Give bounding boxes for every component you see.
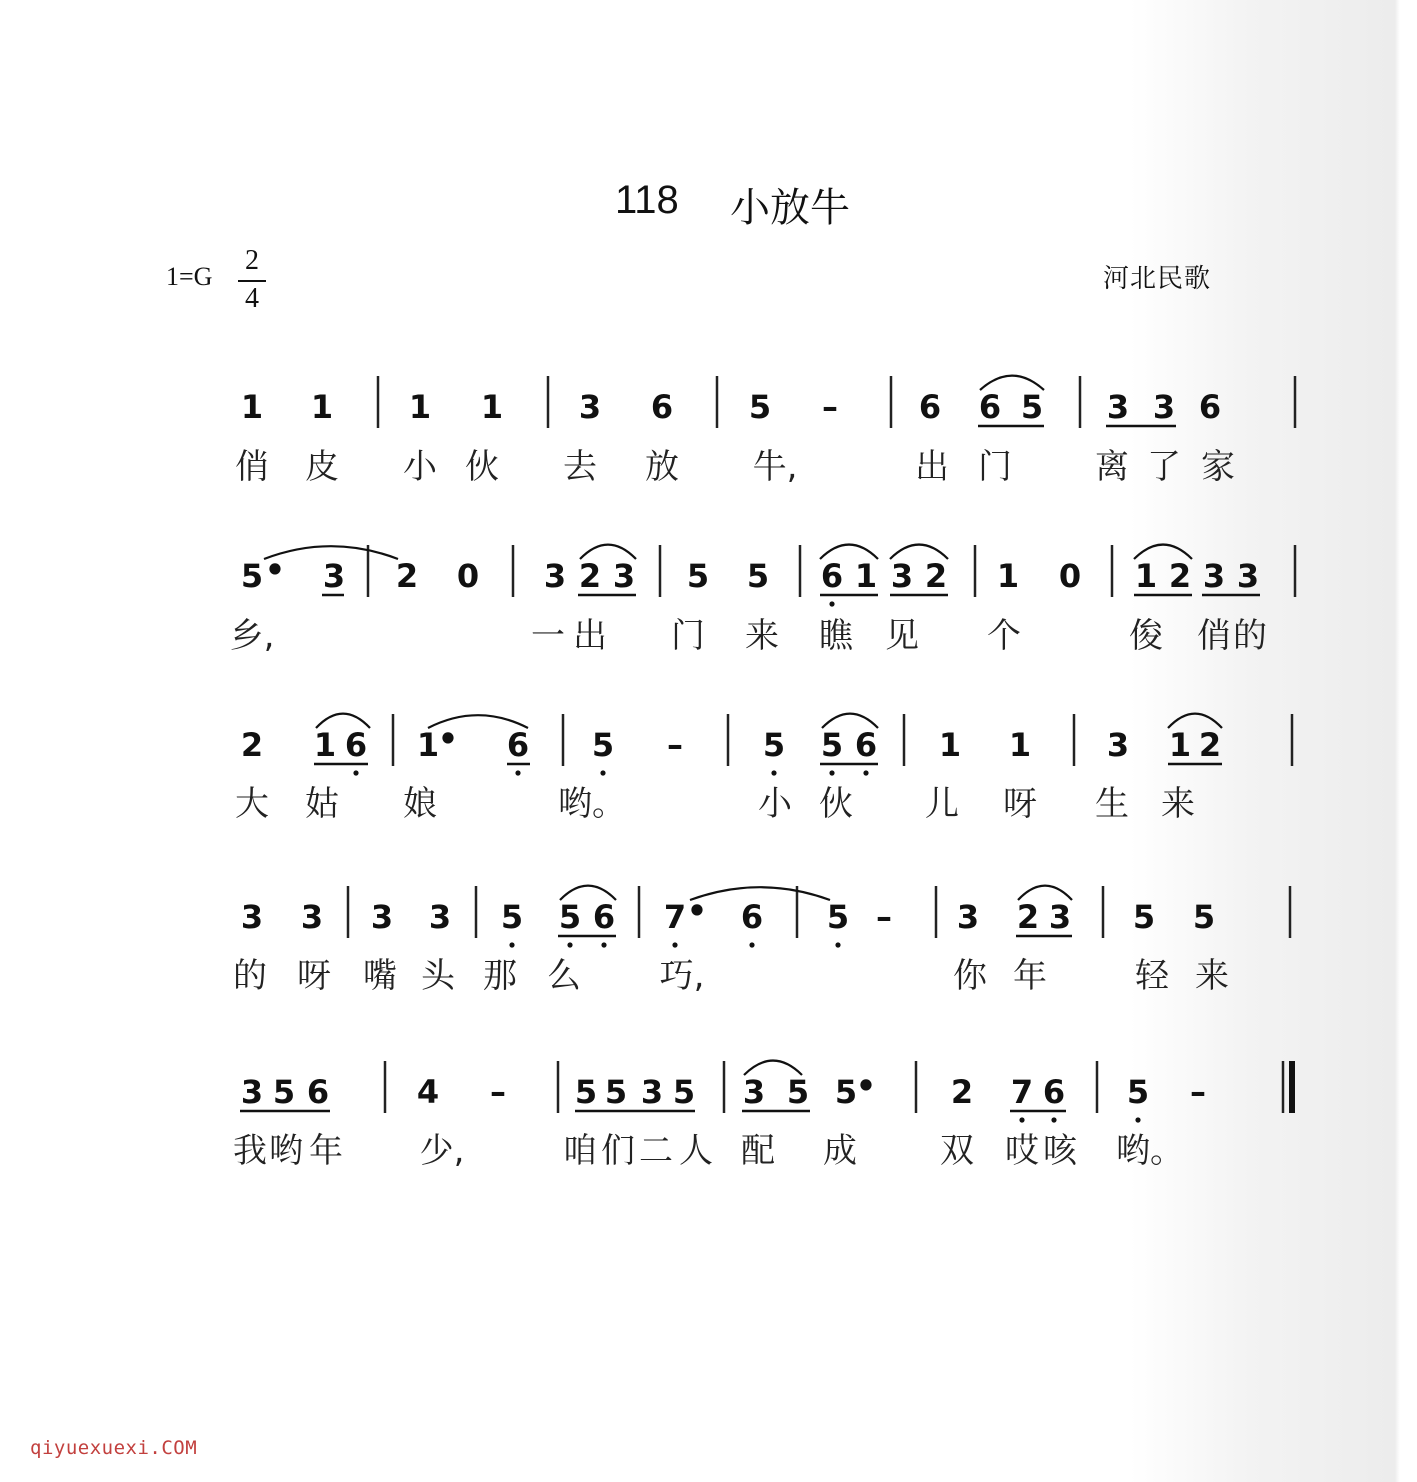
lyric-syllable: 来 bbox=[745, 616, 779, 656]
time-signature-numerator: 2 bbox=[245, 245, 259, 276]
note: 5 bbox=[786, 1073, 810, 1111]
note: 2 bbox=[924, 557, 948, 595]
lyric-syllable: 年 bbox=[309, 1131, 343, 1171]
lyric-syllable: 伙 bbox=[465, 447, 499, 487]
lyric-syllable: 门 bbox=[978, 447, 1012, 487]
lyric-syllable: 你 bbox=[953, 956, 987, 996]
note: 6 bbox=[854, 726, 878, 764]
note: 3 bbox=[1152, 388, 1176, 426]
note: 5 bbox=[686, 557, 710, 595]
note: 6 bbox=[740, 898, 764, 936]
low-octave-dot bbox=[835, 942, 840, 947]
note: 5 bbox=[762, 726, 786, 764]
lyric-syllable: 儿 bbox=[925, 784, 959, 824]
note: 0 bbox=[456, 557, 480, 595]
lyric-syllable: 一 bbox=[531, 616, 565, 656]
note: 5 bbox=[834, 1073, 858, 1111]
note: 3 bbox=[612, 557, 636, 595]
title-number: 118 bbox=[615, 178, 679, 222]
song-title: 小放牛 bbox=[730, 185, 850, 231]
note: 3 bbox=[300, 898, 324, 936]
lyric-syllable: 二 bbox=[639, 1131, 673, 1171]
lyric-syllable: 小 bbox=[403, 447, 437, 487]
note: 6 bbox=[650, 388, 674, 426]
note: 5 bbox=[820, 726, 844, 764]
lyric-syllable: 呀 bbox=[1003, 784, 1037, 824]
note: 5 bbox=[826, 898, 850, 936]
lyric-syllable: 伙 bbox=[819, 784, 853, 824]
lyric-syllable: 出 bbox=[573, 616, 607, 656]
note: 1 bbox=[1134, 557, 1158, 595]
augmentation-dot: • bbox=[855, 1067, 877, 1105]
lyric-syllable: 年 bbox=[1013, 956, 1047, 996]
lyric-syllable: 成 bbox=[823, 1131, 857, 1171]
lyric-syllable: 来 bbox=[1161, 784, 1195, 824]
note: 3 bbox=[370, 898, 394, 936]
note: – bbox=[1190, 1073, 1206, 1111]
note: 5 bbox=[240, 557, 264, 595]
lyric-syllable: 我 bbox=[233, 1131, 267, 1171]
note: – bbox=[876, 898, 892, 936]
note: 5 bbox=[748, 388, 772, 426]
lyric-syllable: 那 bbox=[483, 956, 517, 996]
note: 1 bbox=[310, 388, 334, 426]
lyric-syllable: 门 bbox=[671, 616, 705, 656]
note: – bbox=[822, 388, 838, 426]
note: 5 bbox=[500, 898, 524, 936]
low-octave-dot bbox=[829, 770, 834, 775]
note: 1 bbox=[1008, 726, 1032, 764]
note: 5 bbox=[746, 557, 770, 595]
lyric-syllable: 个 bbox=[987, 616, 1021, 656]
song-source: 河北民歌 bbox=[1103, 264, 1212, 294]
note: 2 bbox=[1016, 898, 1040, 936]
lyric-syllable: 巧, bbox=[659, 956, 705, 996]
note: 1 bbox=[1168, 726, 1192, 764]
note: 3 bbox=[428, 898, 452, 936]
lyric-syllable: 俏 bbox=[1197, 616, 1231, 656]
note: 3 bbox=[578, 388, 602, 426]
lyric-syllable: 家 bbox=[1201, 447, 1235, 487]
low-octave-dot bbox=[353, 770, 358, 775]
note: 1 bbox=[313, 726, 337, 764]
lyric-syllable: 么 bbox=[547, 956, 581, 996]
note: 4 bbox=[416, 1073, 440, 1111]
lyric-syllable: 咱 bbox=[563, 1131, 597, 1171]
note: 3 bbox=[1202, 557, 1226, 595]
lyric-syllable: 姑 bbox=[305, 784, 339, 824]
note: 5 bbox=[1020, 388, 1044, 426]
note: 3 bbox=[1106, 726, 1130, 764]
lyric-syllable: 人 bbox=[679, 1131, 713, 1171]
lyric-syllable: 大 bbox=[235, 784, 269, 824]
lyric-syllable: 呀 bbox=[297, 956, 331, 996]
note: 5 bbox=[1132, 898, 1156, 936]
note: 5 bbox=[1192, 898, 1216, 936]
lyric-syllable: 俊 bbox=[1129, 616, 1163, 656]
note: 5 bbox=[574, 1073, 598, 1111]
low-octave-dot bbox=[1135, 1117, 1140, 1122]
low-octave-dot bbox=[515, 770, 520, 775]
note: 3 bbox=[890, 557, 914, 595]
note: 6 bbox=[820, 557, 844, 595]
note: 1 bbox=[480, 388, 504, 426]
note: 3 bbox=[1106, 388, 1130, 426]
note: 0 bbox=[1058, 557, 1082, 595]
augmentation-dot: • bbox=[686, 892, 708, 930]
note: 2 bbox=[395, 557, 419, 595]
note: 3 bbox=[742, 1073, 766, 1111]
note: 7 bbox=[663, 898, 687, 936]
note: 2 bbox=[1168, 557, 1192, 595]
lyric-syllable: 头 bbox=[421, 956, 455, 996]
note: 2 bbox=[1198, 726, 1222, 764]
note: 6 bbox=[918, 388, 942, 426]
low-octave-dot bbox=[672, 942, 677, 947]
lyric-syllable: 少, bbox=[419, 1131, 465, 1171]
low-octave-dot bbox=[863, 770, 868, 775]
low-octave-dot bbox=[600, 770, 605, 775]
lyric-syllable: 小 bbox=[758, 784, 792, 824]
note: 1 bbox=[240, 388, 264, 426]
time-signature-denominator: 4 bbox=[245, 283, 259, 314]
low-octave-dot bbox=[829, 601, 834, 606]
lyric-syllable: 俏 bbox=[235, 447, 269, 487]
note: 1 bbox=[938, 726, 962, 764]
note: 5 bbox=[604, 1073, 628, 1111]
note: 1 bbox=[416, 726, 440, 764]
lyric-syllable: 娘 bbox=[403, 784, 437, 824]
note: 2 bbox=[950, 1073, 974, 1111]
lyric-syllable: 去 bbox=[563, 447, 597, 487]
low-octave-dot bbox=[567, 942, 572, 947]
lyric-syllable: 的 bbox=[1233, 616, 1267, 656]
note: 7 bbox=[1010, 1073, 1034, 1111]
lyric-syllable: 见 bbox=[885, 616, 919, 656]
lyric-syllable: 乡, bbox=[229, 616, 275, 656]
note: 5 bbox=[591, 726, 615, 764]
lyric-syllable: 哟。 bbox=[1116, 1131, 1184, 1171]
augmentation-dot: • bbox=[437, 720, 459, 758]
note: 6 bbox=[978, 388, 1002, 426]
watermark: qiyuexuexi.COM bbox=[30, 1437, 198, 1459]
lyric-syllable: 轻 bbox=[1135, 956, 1169, 996]
note: 1 bbox=[854, 557, 878, 595]
lyric-syllable: 哟 bbox=[269, 1131, 303, 1171]
low-octave-dot bbox=[601, 942, 606, 947]
lyric-syllable: 离 bbox=[1095, 447, 1129, 487]
note: 1 bbox=[996, 557, 1020, 595]
note: 5 bbox=[1126, 1073, 1150, 1111]
note: 3 bbox=[956, 898, 980, 936]
note: 3 bbox=[640, 1073, 664, 1111]
lyric-syllable: 皮 bbox=[305, 447, 339, 487]
lyric-syllable: 双 bbox=[940, 1131, 974, 1171]
note: 5 bbox=[558, 898, 582, 936]
note: 3 bbox=[543, 557, 567, 595]
note: 3 bbox=[322, 557, 346, 595]
lyric-syllable: 哎 bbox=[1005, 1131, 1039, 1171]
note: 3 bbox=[1236, 557, 1260, 595]
note: 6 bbox=[1042, 1073, 1066, 1111]
note: 2 bbox=[578, 557, 602, 595]
note: 1 bbox=[408, 388, 432, 426]
lyric-syllable: 的 bbox=[233, 956, 267, 996]
note: 6 bbox=[1198, 388, 1222, 426]
note: – bbox=[490, 1073, 506, 1111]
note: 5 bbox=[272, 1073, 296, 1111]
note: 6 bbox=[592, 898, 616, 936]
note: 3 bbox=[240, 1073, 264, 1111]
lyric-syllable: 瞧 bbox=[819, 616, 853, 656]
note: 2 bbox=[240, 726, 264, 764]
lyric-syllable: 出 bbox=[915, 447, 949, 487]
low-octave-dot bbox=[509, 942, 514, 947]
note: 6 bbox=[344, 726, 368, 764]
lyric-syllable: 配 bbox=[741, 1131, 775, 1171]
low-octave-dot bbox=[749, 942, 754, 947]
lyric-syllable: 们 bbox=[601, 1131, 635, 1171]
lyric-syllable: 放 bbox=[645, 447, 679, 487]
note: – bbox=[667, 726, 683, 764]
note: 6 bbox=[306, 1073, 330, 1111]
lyric-syllable: 生 bbox=[1095, 784, 1129, 824]
note: 3 bbox=[240, 898, 264, 936]
key-signature: 1=G bbox=[166, 262, 213, 291]
lyric-syllable: 牛, bbox=[752, 447, 798, 487]
low-octave-dot bbox=[771, 770, 776, 775]
lyric-syllable: 嘴 bbox=[363, 956, 397, 996]
lyric-syllable: 咳 bbox=[1043, 1131, 1077, 1171]
lyric-syllable: 哟。 bbox=[558, 784, 626, 824]
note: 3 bbox=[1048, 898, 1072, 936]
lyric-syllable: 来 bbox=[1195, 956, 1229, 996]
lyric-syllable: 了 bbox=[1147, 447, 1181, 487]
note: 5 bbox=[672, 1073, 696, 1111]
augmentation-dot: • bbox=[264, 551, 286, 589]
note: 6 bbox=[506, 726, 530, 764]
low-octave-dot bbox=[1019, 1117, 1024, 1122]
low-octave-dot bbox=[1051, 1117, 1056, 1122]
